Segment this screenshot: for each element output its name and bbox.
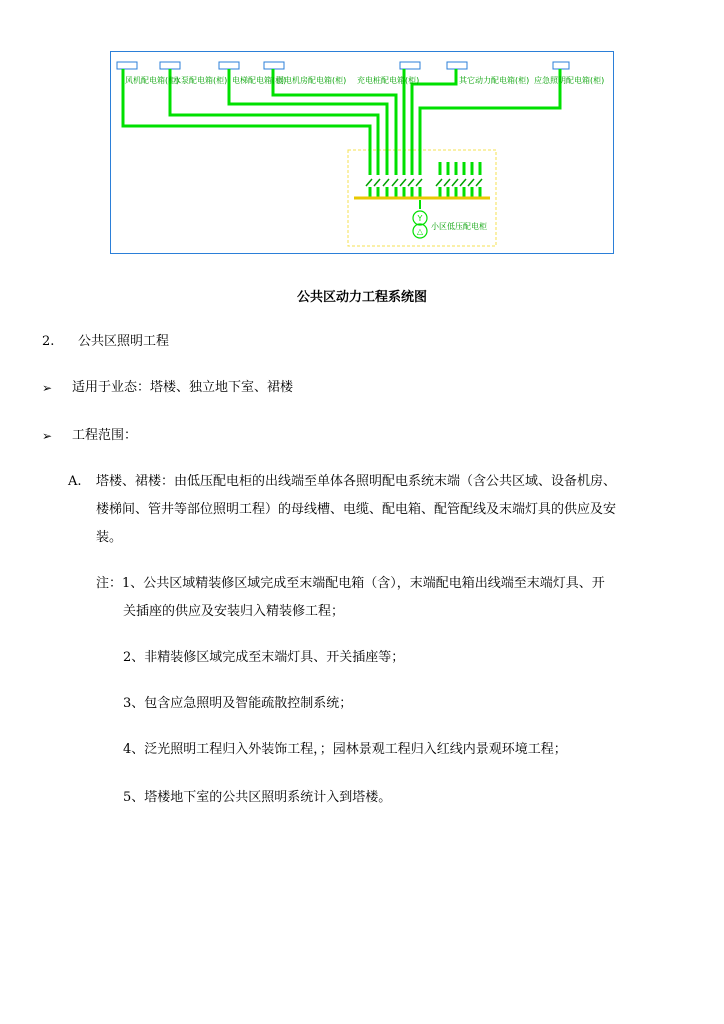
load-label-other-power: 其它动力配电箱(柜) [459,76,530,85]
svg-text:Y: Y [417,214,423,223]
breakers [366,179,482,186]
tap-symbols [117,62,569,69]
load-label-emergency-lighting: 应急照明配电箱(柜) [534,76,605,85]
note-4: 4、泛光照明工程归入外装饰工程，；园林景观工程归入红线内景观环境工程； [123,742,567,757]
note-3: 3、包含应急照明及智能疏散控制系统； [123,696,353,711]
item-a-line-1: 塔楼、裙楼：由低压配电柜的出线端至单体各照明配电系统末端（含公共区域、设备机房、 [96,474,617,489]
note-2: 2、非精装修区域完成至末端灯具、开关插座等； [123,650,405,665]
power-system-diagram [110,51,614,254]
load-label-pump: 水泵配电箱(柜) [173,76,228,85]
bullet-marker-icon: ➢ [42,429,53,443]
item-a-marker: A. [68,474,82,489]
section-number: 2. [42,334,55,349]
note-1-line-2: 关插座的供应及安装归入精装修工程； [123,604,345,619]
load-label-weak-current: 弱电机房配电箱(柜) [276,76,347,85]
svg-text:△: △ [416,227,424,236]
bullet-applicable: 适用于业态：塔楼、独立地下室、裙楼 [72,380,294,395]
bullet-marker-icon: ➢ [42,381,53,395]
note-5: 5、塔楼地下室的公共区照明系统计入到塔楼。 [123,790,392,805]
item-a-line-3: 装。 [96,530,123,545]
note-1-line-1: 注：1、公共区域精装修区域完成至末端配电箱（含），末端配电箱出线端至末端灯具、开 [96,576,605,591]
bullet-scope: 工程范围： [72,428,138,443]
load-label-elevator: 电梯配电箱(柜) [232,76,287,85]
figure-caption: 公共区动力工程系统图 [296,290,427,305]
load-label-fan: 风机配电箱(柜) [125,76,180,85]
load-label-charging: 充电桩配电箱(柜) [357,76,420,85]
section-title: 公共区照明工程 [78,334,170,349]
substation-label: 小区低压配电柜 [431,222,487,231]
item-a-line-2: 楼梯间、管井等部位照明工程）的母线槽、电缆、配电箱、配管配线及末端灯具的供应及安 [96,502,617,517]
